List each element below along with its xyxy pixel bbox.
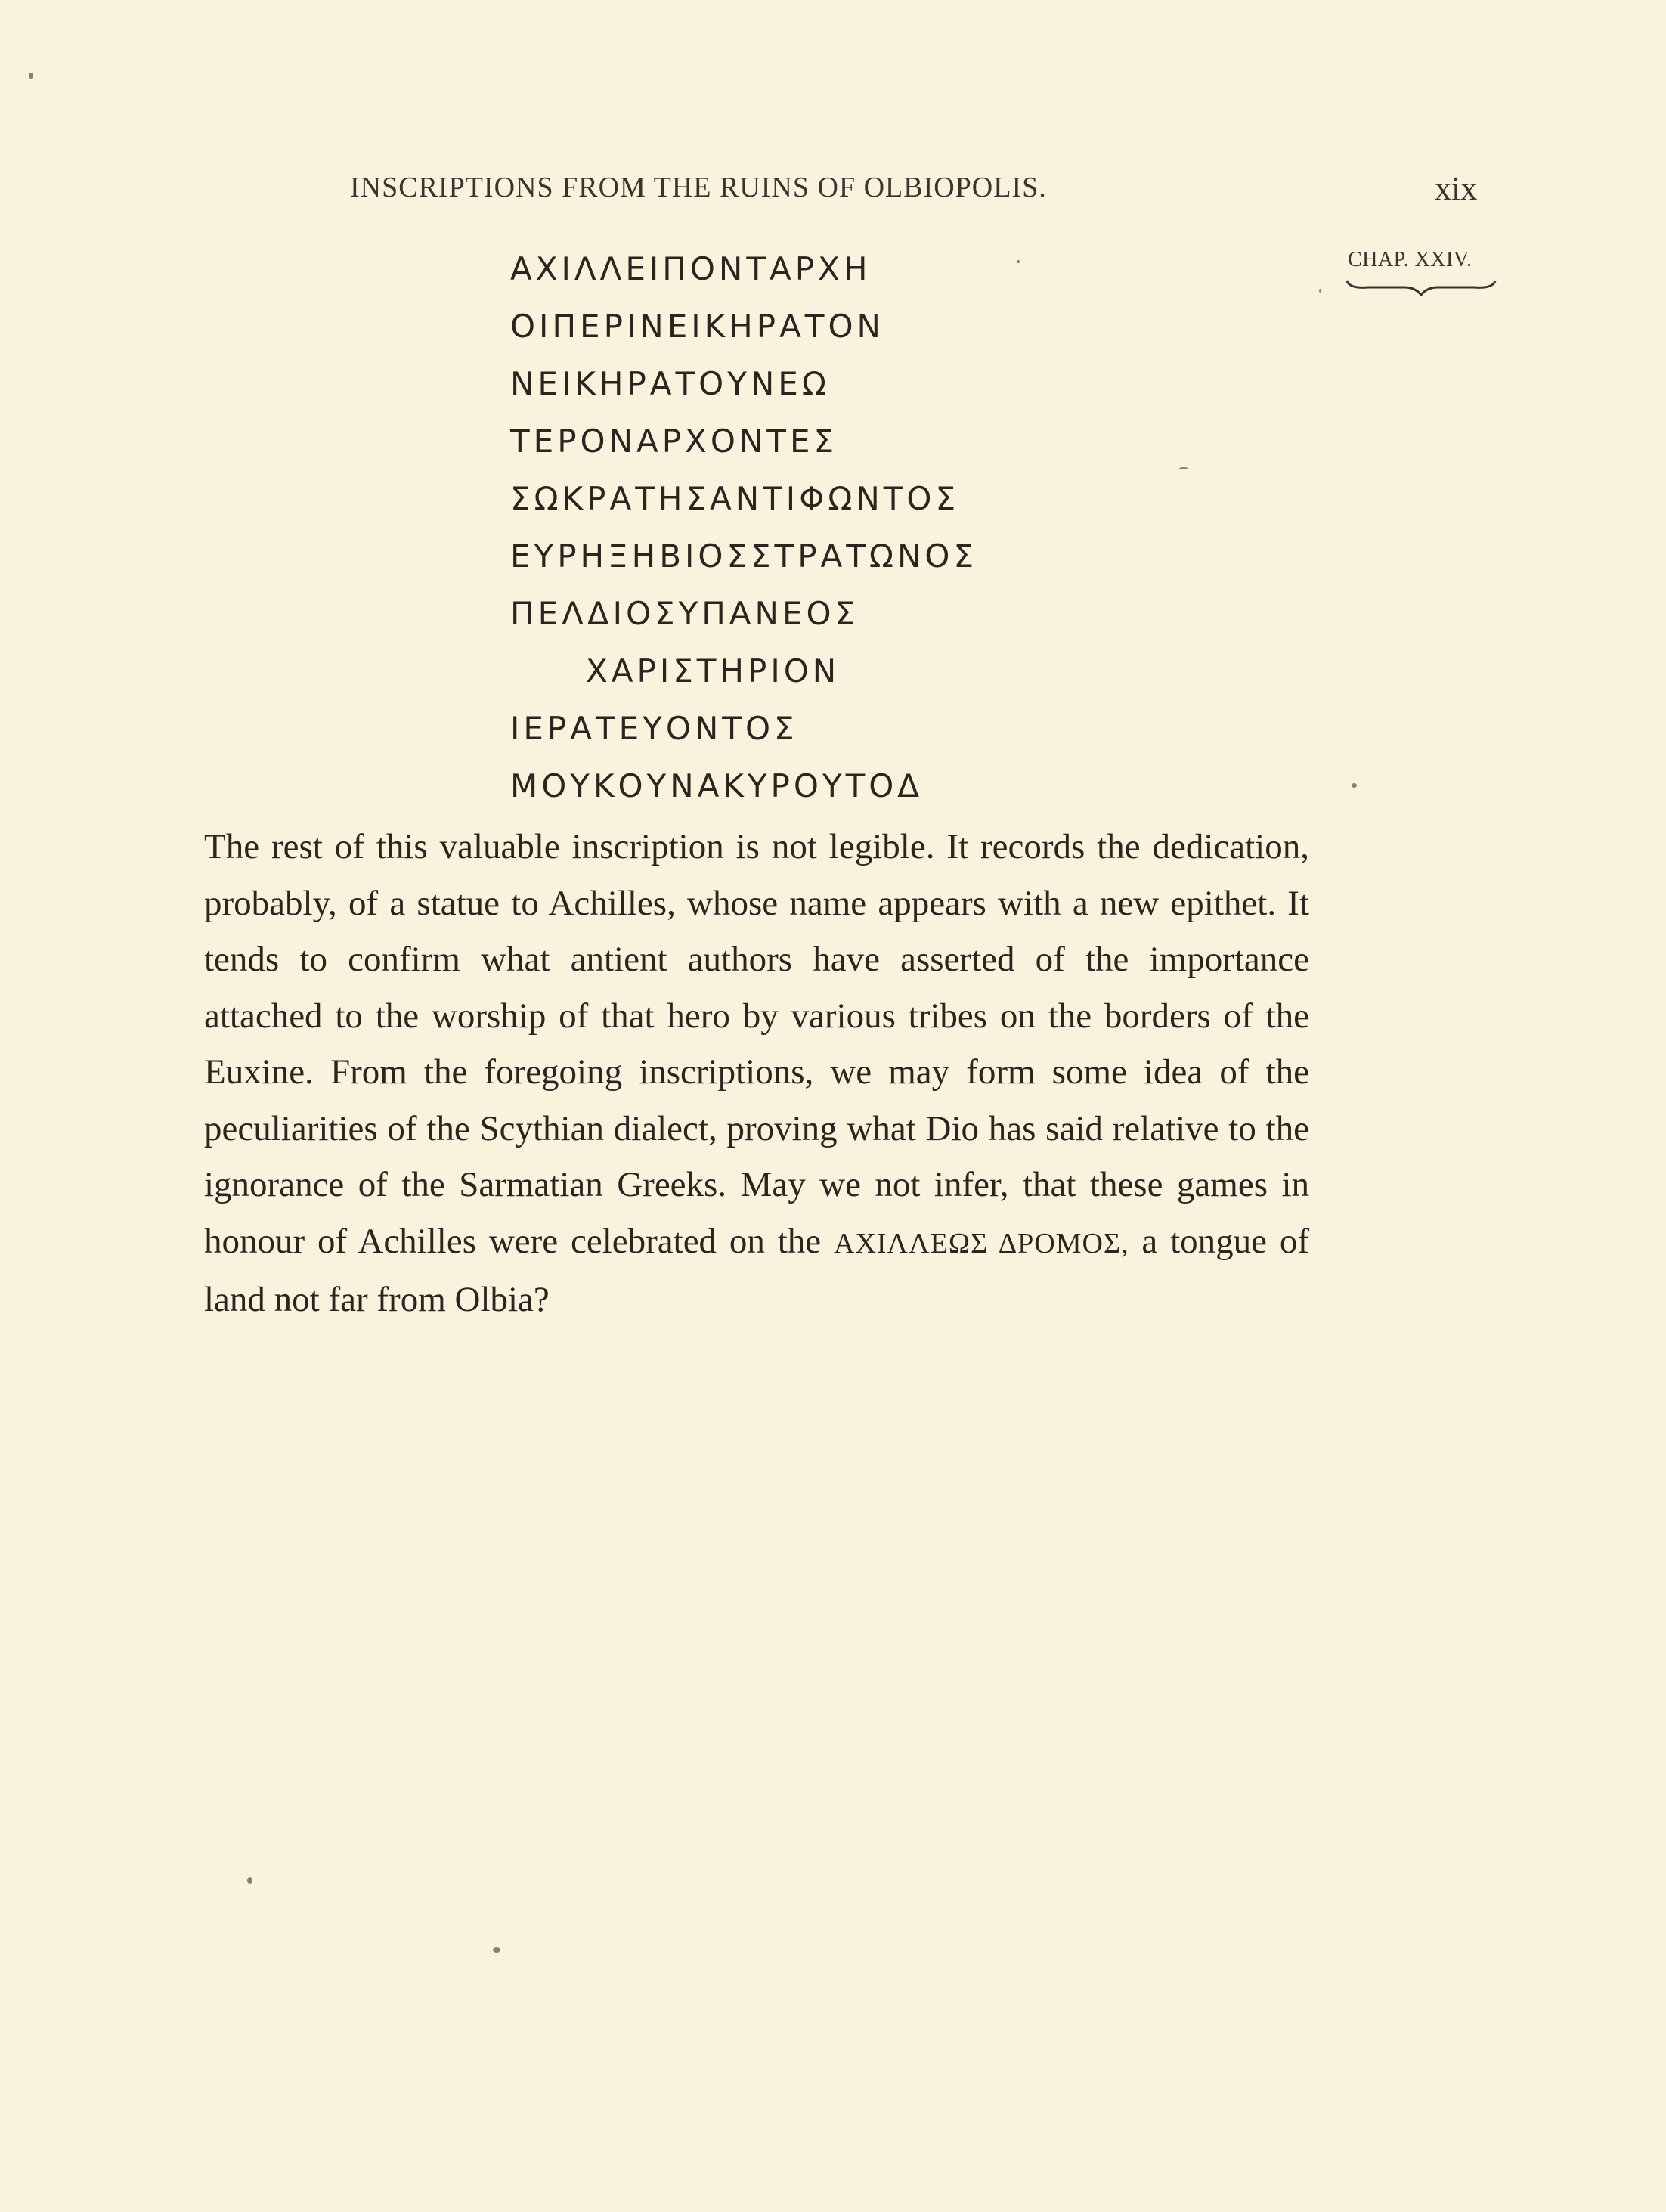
page-number: xix — [1435, 170, 1478, 207]
chapter-marker: CHAP. XXIV. — [1348, 248, 1472, 271]
paper-speck — [493, 1947, 500, 1953]
paper-speck — [247, 1877, 252, 1884]
greek-inscription — [510, 240, 977, 815]
inscription-line: ΤΕΡΟΝΑΡΧΟΝΤΕΣ — [510, 423, 838, 460]
inscription-line: ΕΥΡΗΞΗΒΙΟΣΣΤΡΑΤΩΝΟΣ — [510, 538, 978, 575]
inscription-line: ΧΑΡΙΣΤΗΡΙΟΝ — [586, 652, 841, 689]
paper-speck — [1352, 783, 1357, 788]
body-paragraph — [204, 819, 1309, 1328]
inscription-line: ΝΕΙΚΗΡΑΤΟΥΝΕΩ — [510, 365, 830, 402]
paper-speck — [1017, 260, 1020, 263]
paper-speck — [1319, 289, 1321, 293]
inscription-line: ΜΟΥΚΟΥΝΑΚΥΡΟΥΤΟΔ — [510, 767, 924, 804]
paper-speck — [1179, 467, 1188, 469]
inscription-line: ΟΙΠΕΡΙΝΕΙΚΗΡΑΤΟΝ — [510, 308, 884, 345]
inscription-line: ΠΕΛΔΙΟΣΥΠΑΝΕΟΣ — [510, 595, 859, 632]
paper-speck — [29, 73, 33, 79]
body-text-end: a tongue of land not far from Olbia? — [204, 1221, 1310, 1319]
inscription-line: ΣΩΚΡΑΤΗΣΑΝΤΙΦΩΝΤΟΣ — [510, 480, 960, 517]
inscription-line: ΑΧΙΛΛΕΙΠΟΝΤΑΡΧΗ — [510, 250, 872, 287]
running-title: INSCRIPTIONS FROM THE RUINS OF OLBIOPOLIS. — [350, 172, 1047, 203]
greek-phrase: ΑΧΙΛΛΕΩΣ ΔΡΟΜΟΣ, — [834, 1227, 1129, 1259]
inscription-line: ΙΕΡΑΤΕΥΟΝΤΟΣ — [510, 710, 798, 747]
brace-ornament — [1345, 278, 1497, 301]
body-text-main: The rest of this valuable inscription is not legible. It records the dedication, probably, of a statue to Achilles, whose name appears with a new epithet. It tends to confirm what antient authors have asserted of the importance attached to the worship of that hero by various tribes on the borders of the Euxine. From the foregoing inscriptions, we may form some idea of the peculiarities of the Scythian dialect, proving what Dio has said relative to the ignorance of the Sarmatian Greeks. May we not infer, that these games in honour of Achilles were celebrated on the — [204, 827, 1309, 1261]
